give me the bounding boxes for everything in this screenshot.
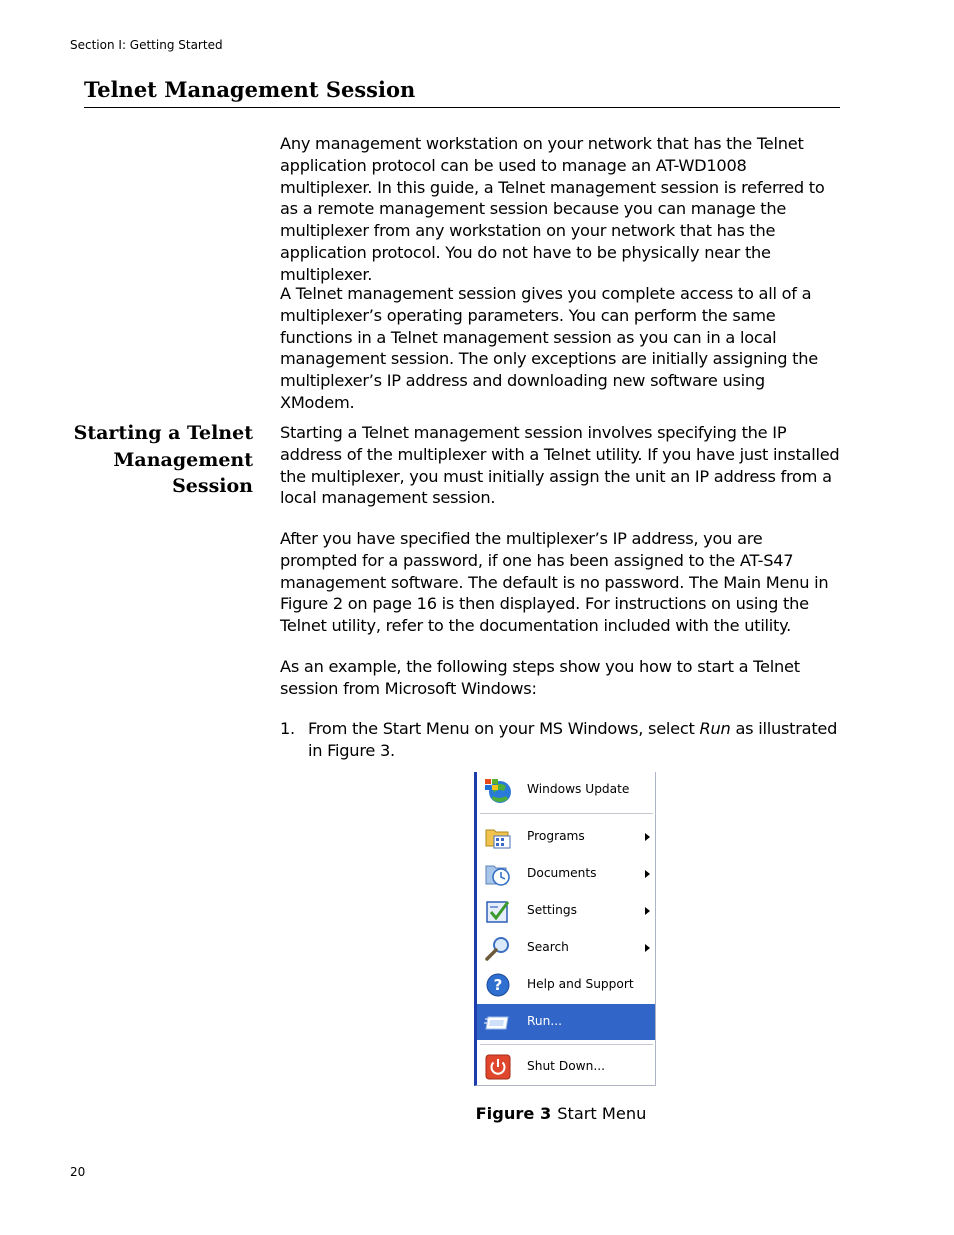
submenu-arrow-icon [645,870,650,878]
menu-item-label: Search [527,940,569,954]
step-text-after: as illustrated in Figure 3. [308,719,838,760]
menu-item-label: Shut Down... [527,1059,605,1073]
documents-icon [484,861,512,887]
menu-item-search[interactable] [477,930,655,966]
intro-paragraph-2: A Telnet management session gives you complete access to all of a multiplexer’s operating parameters. You can perform the same functions in a Telnet management session as you can in a local management session. The only exceptions are initially assigning the multiplexer’s IP address and downloading new software using XModem. [280,284,818,412]
subsection-heading-line-1: Starting a Telnet [73,422,253,444]
search-icon [484,935,512,961]
menu-item-run[interactable] [477,1004,655,1040]
menu-item-help-and-support[interactable] [477,967,655,1003]
subsection-paragraph-3: As an example, the following steps show you how to start a Telnet session from Microsoft Windows: [280,657,800,698]
running-header: Section I: Getting Started [70,38,223,52]
figure-title: Start Menu [557,1104,647,1123]
submenu-arrow-icon [645,833,650,841]
menu-item-documents[interactable] [477,856,655,892]
menu-separator [480,1044,653,1045]
menu-item-shut-down[interactable] [477,1049,655,1085]
step-text-emphasis: Run [699,719,731,738]
settings-icon [484,898,512,924]
subsection-paragraph-2: After you have specified the multiplexer’s IP address, you are prompted for a password, if one has been assigned to the AT-S47 management software. The default is no password. The Main Menu in Figure 2 on page 16 is then displayed. For instructions on using the Telnet utility, refer to the documentation included with the utility. [280,529,829,636]
svg-text:?: ? [493,976,503,994]
menu-item-programs[interactable] [477,819,655,855]
menu-item-windows-update[interactable] [477,772,655,808]
step-text [308,718,842,762]
page-number: 20 [70,1165,86,1179]
menu-item-settings[interactable] [477,893,655,929]
menu-item-label: Help and Support [527,977,634,991]
subsection-heading [70,420,253,500]
windows-update-icon [484,777,512,803]
help-icon [484,972,512,998]
subsection-heading-line-2: Management [113,448,253,471]
shutdown-icon [484,1054,512,1080]
figure-label: Figure 3 [475,1104,552,1123]
programs-icon [484,824,512,850]
submenu-arrow-icon [645,944,650,952]
intro-paragraph-1: Any management workstation on your network that has the Telnet application protocol can be used to manage an AT-WD1008 multiplexer. In this guide, a Telnet management session is referred to as a remote management session because you can manage the multiplexer from any workstation on your network that has the application protocol. You do not have to be physically near the multiplexer. [280,134,825,284]
menu-item-label: Run... [527,1014,562,1028]
figure-caption [0,1104,954,1123]
start-menu [474,772,656,1086]
menu-item-label: Windows Update [527,782,630,796]
submenu-arrow-icon [645,907,650,915]
step-1 [280,718,842,762]
menu-item-label: Programs [527,829,585,843]
menu-separator [480,813,653,814]
section-title: Telnet Management Session [84,77,840,108]
subsection-heading-line-3: Session [172,475,253,497]
step-text-before: From the Start Menu on your MS Windows, select [308,719,700,738]
step-number: 1. [280,719,295,738]
run-icon [484,1009,512,1035]
subsection-paragraph-1: Starting a Telnet management session involves specifying the IP address of the multiplexer with a Telnet utility. If you have just installed the multiplexer, you must initially assign the unit an IP address from a local management session. [280,423,840,508]
menu-item-label: Settings [527,903,577,917]
menu-item-label: Documents [527,866,597,880]
